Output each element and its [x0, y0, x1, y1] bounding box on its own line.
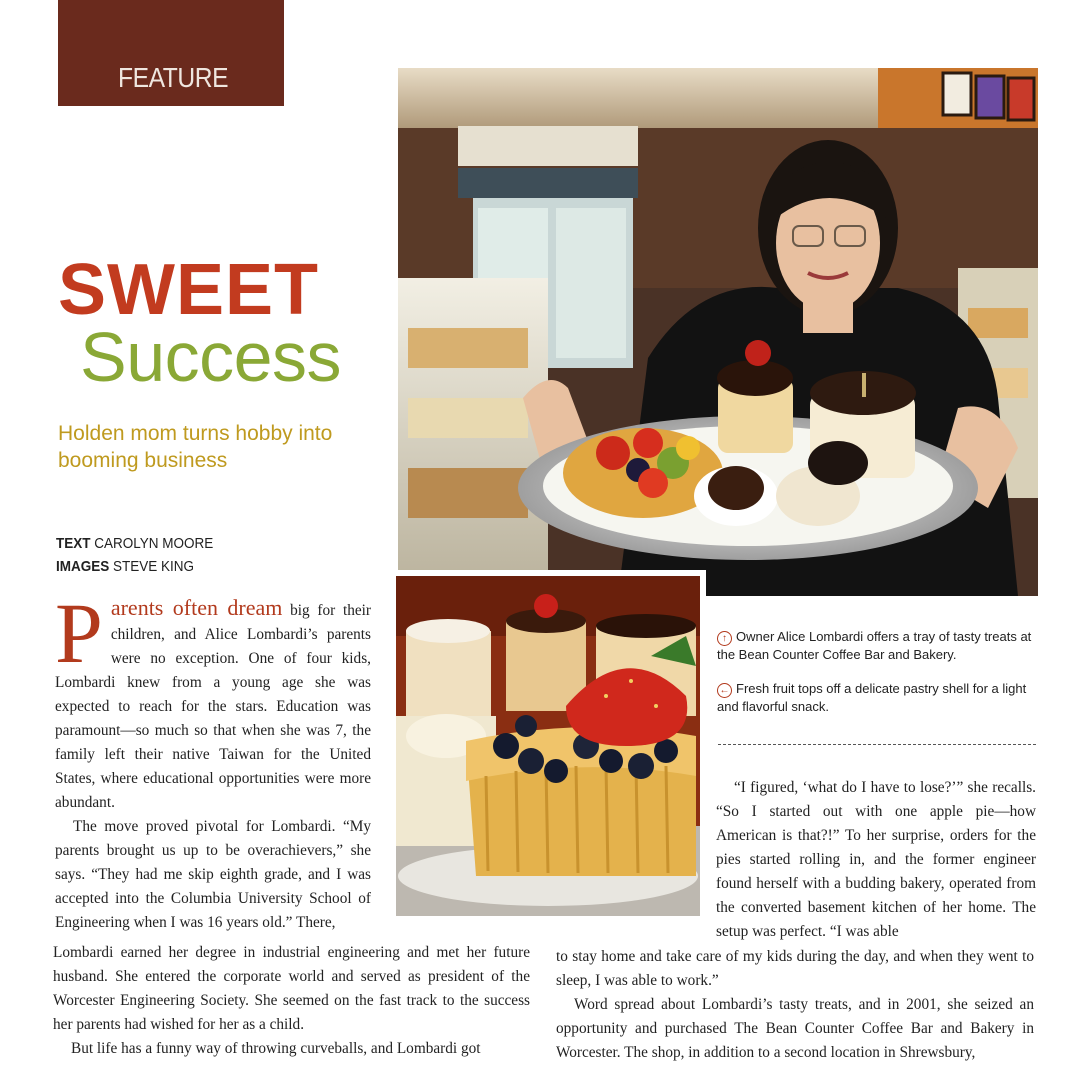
text-credit-label: TEXT: [56, 535, 91, 552]
article-paragraph-2-continued: Lombardi earned her degree in industrial engineering and met her future husband. She entered the corporate world and served as president of the Worcester Engineering Society. She seemed on the fast track to the success her parents had wished for her as a child.: [53, 944, 530, 1033]
fruit-tart-photo: [396, 570, 706, 916]
headline-line-1: SWEET: [58, 250, 320, 330]
caption-1-text: Owner Alice Lombardi offers a tray of tasty treats at the Bean Counter Coffee Bar and Bakery.: [717, 629, 1032, 662]
byline: [56, 532, 213, 578]
images-credit-label: IMAGES: [56, 558, 110, 575]
article-paragraph-3: But life has a funny way of throwing curveballs, and Lombardi got: [71, 1040, 481, 1057]
text-credit-name: CAROLYN MOORE: [94, 535, 214, 552]
caption-divider: [718, 744, 1036, 745]
lead-in: arents often dream: [110, 595, 283, 620]
section-label: FEATURE: [118, 62, 229, 93]
article-paragraph-4-continued: to stay home and take care of my kids during the day, and when they went to sleep, I was able to work.”: [556, 948, 1034, 989]
arrow-up-icon: ↑: [717, 631, 732, 646]
arrow-left-icon: ←: [717, 683, 732, 698]
article-column-right: [716, 776, 1036, 944]
photo-caption-2: [717, 680, 1047, 716]
article-column-left: [55, 585, 372, 935]
article-bottom-left: [53, 941, 530, 1061]
drop-cap: P: [55, 585, 103, 681]
images-credit-name: STEVE KING: [113, 558, 195, 575]
caption-2-text: Fresh fruit tops off a delicate pastry shell for a light and flavorful snack.: [717, 681, 1027, 714]
photo-caption-1: [717, 628, 1047, 664]
owner-with-tray-photo: [398, 68, 1038, 596]
article-paragraph-1: [55, 585, 372, 815]
article-paragraph-4: “I figured, ‘what do I have to lose?’” she recalls. “So I started out with one apple pie—how American is that?!” To her surprise, orders for the pies started rolling in, and the former engineer found herself with a budding bakery, operated from the converted basement kitchen of her home. The setup was perfect. “I was able: [716, 779, 1036, 940]
article-paragraph-5: Word spread about Lombardi’s tasty treats, and in 2001, she seized an opportunity and purchased The Bean Counter Coffee Bar and Bakery in Worcester. The shop, in addition to a second location in Shrewsbury,: [556, 996, 1034, 1061]
article-paragraph-2: The move proved pivotal for Lombardi. “My parents brought us up to be overachievers,” she says. “They had me skip eighth grade, and I was accepted into the Columbia University School of Engineering when I was 16 years old.” There,: [55, 818, 371, 931]
subheadline: Holden mom turns hobby into booming business: [58, 422, 333, 472]
paragraph-1-text: big for their children, and Alice Lombardi’s parents were no exception. One of four kids, Lombardi knew from a young age she was expected to reach for the stars. Education was paramount—so much so that when she was 7, the family left their native Taiwan for the United States, where educational opportunities were more abundant.: [55, 602, 372, 811]
headline-line-2: Success: [80, 318, 342, 396]
article-bottom-right: [556, 945, 1034, 1065]
